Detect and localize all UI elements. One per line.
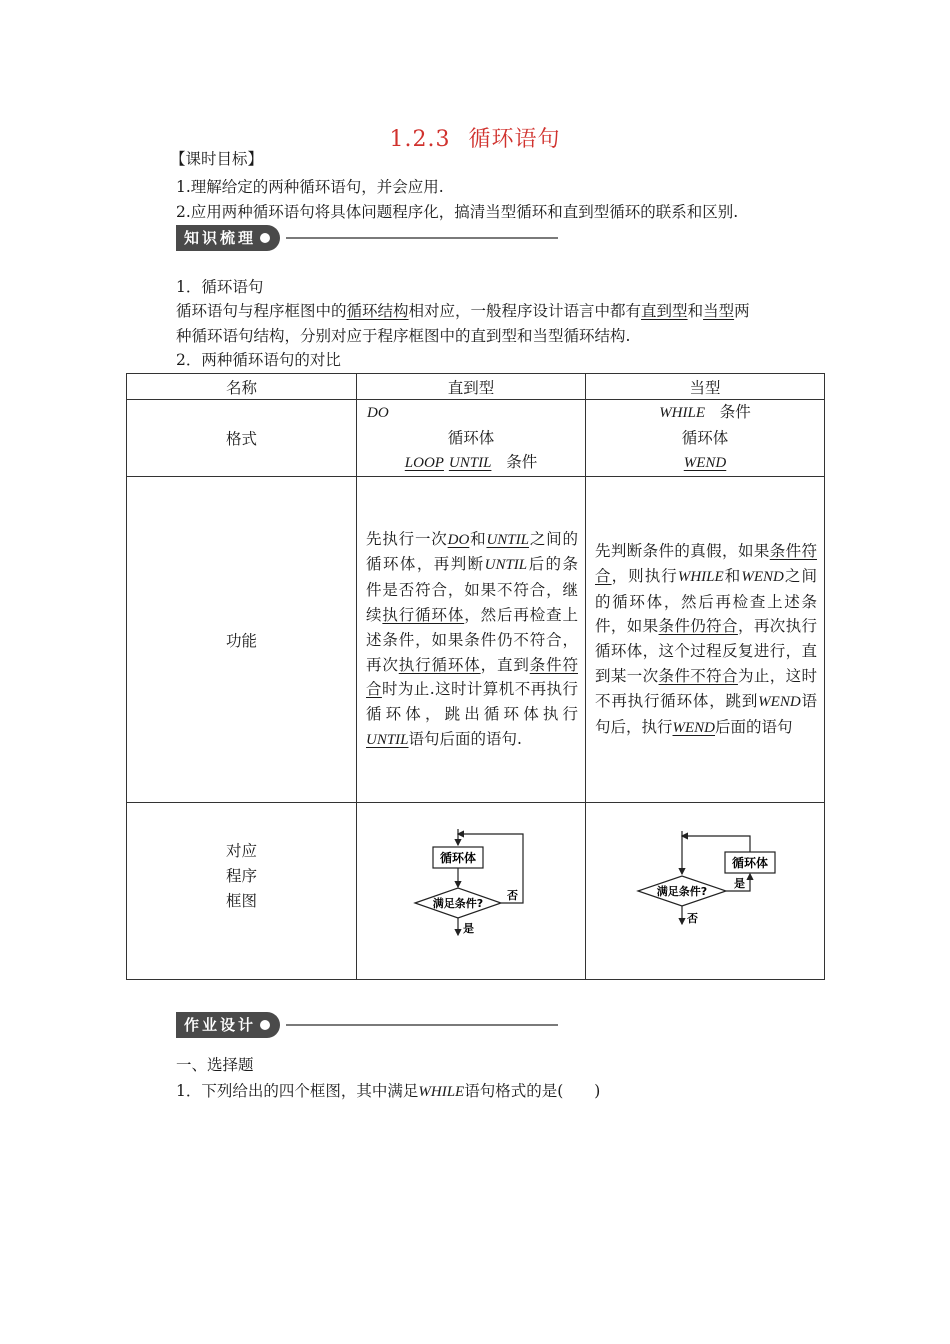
page-title xyxy=(0,122,950,153)
keyword-loop: LOOP xyxy=(404,455,444,472)
yes-label: 是 xyxy=(734,877,745,891)
banner-rule xyxy=(286,1024,558,1026)
table-header-cell: 当型 xyxy=(586,374,825,400)
blank-answer: 条件符合 xyxy=(595,541,817,585)
section-banner-homework xyxy=(176,1012,558,1038)
condition-text: 条件 xyxy=(506,453,538,472)
objective-item-1: 1.理解给定的两种循环语句，并会应用. xyxy=(176,178,444,196)
function-label: 功能 xyxy=(127,477,357,803)
table-header-cell: 名称 xyxy=(127,374,357,400)
banner-dot-icon xyxy=(260,233,270,243)
exercise-heading: 一、选择题 xyxy=(176,1056,254,1074)
comparison-table xyxy=(126,373,825,980)
diagram-label: 对应 程序 框图 xyxy=(127,803,357,980)
knowledge-paragraph-line-1: 循环语句与程序框图中的循环结构相对应，一般程序设计语言中都有直到型和当型两 xyxy=(176,302,750,320)
title-text: 循环语句 xyxy=(468,127,561,152)
knowledge-paragraph-line-2: 种循环语句结构，分别对应于程序框图中的直到型和当型循环结构. xyxy=(176,327,631,345)
keyword-do: DO xyxy=(367,405,389,421)
banner-tag: 知识梳理 xyxy=(176,225,280,251)
loop-body-text: 循环体 xyxy=(681,428,729,447)
while-loop-flowchart xyxy=(586,803,825,979)
blank-answer: 执行循环体 xyxy=(398,655,481,674)
until-flowchart-cell xyxy=(357,803,586,980)
until-loop-flowchart xyxy=(357,803,586,979)
table-header-cell: 直到型 xyxy=(357,374,586,400)
question-1: 1．下列给出的四个框图，其中满足WHILE语句格式的是( ) xyxy=(176,1082,601,1100)
while-format-cell xyxy=(586,400,825,477)
objectives-header: 【课时目标】 xyxy=(170,150,264,168)
blank-answer: 条件符合 xyxy=(366,655,578,699)
table-row-diagram xyxy=(127,803,825,980)
table-row-function xyxy=(127,477,825,803)
section-banner-knowledge xyxy=(176,225,558,251)
no-label: 否 xyxy=(507,889,518,903)
banner-rule xyxy=(286,237,558,239)
blank-answer: 条件不符合 xyxy=(658,666,738,685)
loop-body-text: 循环体 xyxy=(447,428,495,447)
knowledge-heading-1: 1．循环语句 xyxy=(176,278,264,296)
blank-answer: 执行循环体 xyxy=(382,605,465,624)
loop-body-box-text: 循环体 xyxy=(439,851,477,866)
until-format-cell xyxy=(357,400,586,477)
until-function-cell: 先执行一次DO和UNTIL之间的循环体，再判断UNTIL后的条件是否符合，如果不符合，继续执行循环体，然后再检查上述条件，如果条件仍不符合，再次执行循环体，直到条件符合时为止.这时计算机不再执行循环体，跳出循环体执行UNTIL语句后面的语句. xyxy=(357,477,586,803)
return-line xyxy=(682,836,750,852)
condition-text: 满足条件? xyxy=(656,885,708,899)
knowledge-heading-2: 2．两种循环语句的对比 xyxy=(176,351,341,369)
objective-item-2: 2.应用两种循环语句将具体问题程序化，搞清当型循环和直到型循环的联系和区别. xyxy=(176,203,739,221)
while-function-cell: 先判断条件的真假，如果条件符合，则执行WHILE和WEND之间的循环体，然后再检查上述条件，如果条件仍符合，再次执行循环体，这个过程反复进行，直到某一次条件不符合为止，这时不再执行循环体，跳到WEND语句后，执行WEND后面的语句 xyxy=(586,477,825,803)
blank-answer: 循环结构 xyxy=(346,302,409,320)
table-row-header xyxy=(127,374,825,400)
blank-answer: 直到型 xyxy=(641,302,688,320)
keyword-while: WHILE xyxy=(659,405,706,421)
no-label: 否 xyxy=(687,912,698,926)
blank-answer: 当型 xyxy=(703,302,735,320)
blank-answer: 条件仍符合 xyxy=(658,617,738,636)
keyword-wend: WEND xyxy=(683,455,727,472)
condition-text: 条件 xyxy=(719,403,751,421)
banner-tag: 作业设计 xyxy=(176,1012,280,1038)
keyword-while: WHILE xyxy=(418,1084,465,1100)
yes-label: 是 xyxy=(463,922,474,936)
condition-text: 满足条件? xyxy=(432,897,484,911)
table-row-format xyxy=(127,400,825,477)
while-flowchart-cell xyxy=(586,803,825,980)
keyword-until: UNTIL xyxy=(448,455,492,472)
format-label: 格式 xyxy=(127,400,357,477)
banner-dot-icon xyxy=(260,1020,270,1030)
title-number: 1.2.3 xyxy=(389,127,451,152)
loop-body-box-text: 循环体 xyxy=(731,856,769,871)
